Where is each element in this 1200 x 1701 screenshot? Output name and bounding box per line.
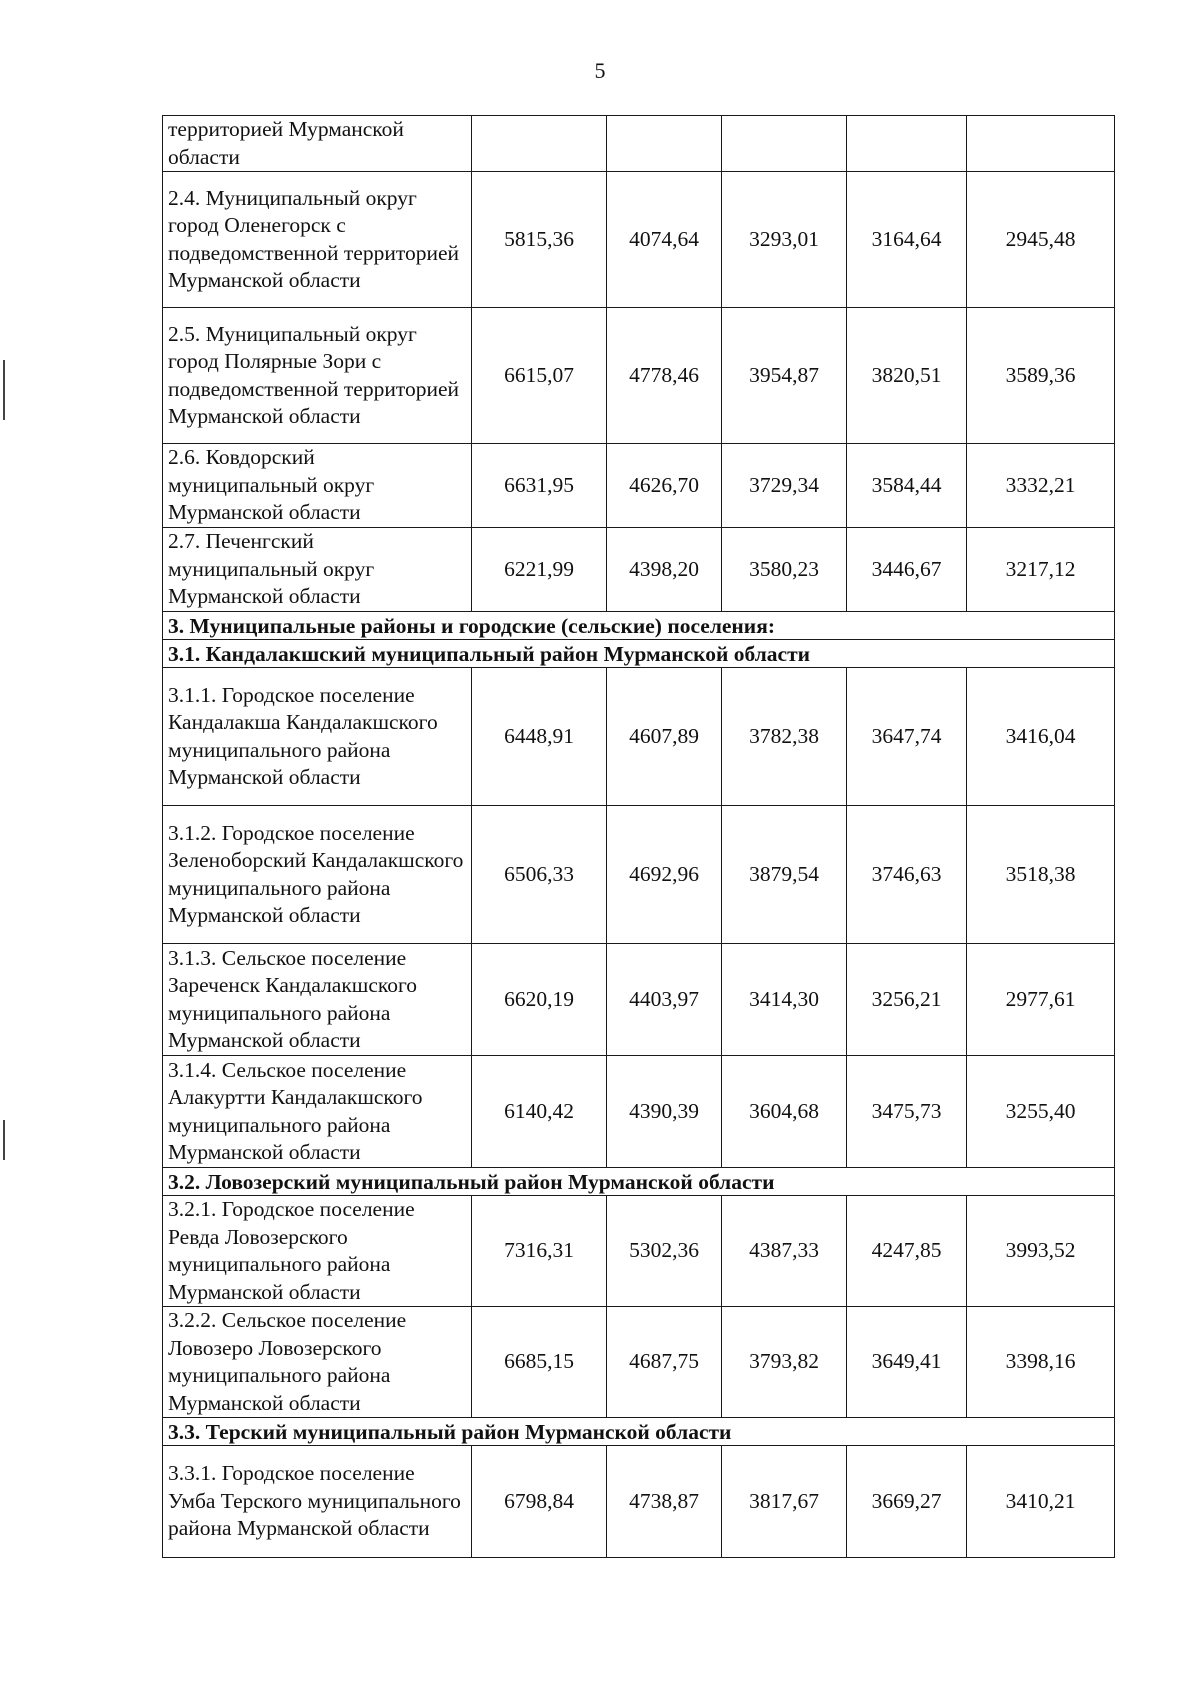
value-cell: 3164,64 [847,172,967,308]
row-label: 3.2.1. Городское поселение Ревда Ловозерского муниципального района Мурманской области [163,1196,472,1307]
value-cell: 3649,41 [847,1307,967,1418]
value-cell: 4607,89 [607,668,722,806]
value-cell: 6140,42 [472,1056,607,1168]
value-cell: 3255,40 [967,1056,1115,1168]
value-cell: 5302,36 [607,1196,722,1307]
value-cell: 3332,21 [967,444,1115,528]
value-cell [607,116,722,172]
value-cell [967,116,1115,172]
value-cell: 3475,73 [847,1056,967,1168]
scan-edge-mark [3,360,5,420]
table-row [163,116,1115,172]
section-heading: 3. Муниципальные районы и городские (сельские) поселения: [163,612,1115,640]
value-cell: 3782,38 [722,668,847,806]
section-row [163,1418,1115,1446]
value-cell: 6798,84 [472,1446,607,1558]
table-row [163,806,1115,944]
value-cell: 3817,67 [722,1446,847,1558]
value-cell: 4403,97 [607,944,722,1056]
value-cell: 3416,04 [967,668,1115,806]
value-cell: 6615,07 [472,308,607,444]
scan-edge-mark [3,1120,5,1160]
value-cell: 6448,91 [472,668,607,806]
value-cell: 3604,68 [722,1056,847,1168]
value-cell: 3669,27 [847,1446,967,1558]
value-cell: 3446,67 [847,528,967,612]
value-cell: 5815,36 [472,172,607,308]
row-label: 2.7. Печенгский муниципальный округ Мурманской области [163,528,472,612]
value-cell [472,116,607,172]
value-cell: 4390,39 [607,1056,722,1168]
value-cell: 3993,52 [967,1196,1115,1307]
value-cell: 6506,33 [472,806,607,944]
row-label: 2.5. Муниципальный округ город Полярные Зори с подведомственной территорией Мурманской области [163,308,472,444]
value-cell: 3729,34 [722,444,847,528]
value-cell: 3580,23 [722,528,847,612]
value-cell: 3293,01 [722,172,847,308]
value-cell: 4692,96 [607,806,722,944]
table-row [163,528,1115,612]
value-cell: 4247,85 [847,1196,967,1307]
table-row [163,308,1115,444]
table-row [163,668,1115,806]
row-label: 3.1.4. Сельское поселение Алакуртти Кандалакшского муниципального района Мурманской области [163,1056,472,1168]
value-cell: 6620,19 [472,944,607,1056]
table-row [163,1196,1115,1307]
value-cell: 3793,82 [722,1307,847,1418]
value-cell: 3256,21 [847,944,967,1056]
row-label: 2.6. Ковдорский муниципальный округ Мурманской области [163,444,472,528]
table-row [163,1307,1115,1418]
section-heading: 3.3. Терский муниципальный район Мурманской области [163,1418,1115,1446]
row-label: территорией Мурманской области [163,116,472,172]
value-cell: 3647,74 [847,668,967,806]
value-cell: 6631,95 [472,444,607,528]
value-cell: 3589,36 [967,308,1115,444]
value-cell: 2977,61 [967,944,1115,1056]
value-cell [722,116,847,172]
section-heading: 3.2. Ловозерский муниципальный район Мурманской области [163,1168,1115,1196]
value-cell: 7316,31 [472,1196,607,1307]
value-cell: 4074,64 [607,172,722,308]
section-row [163,1168,1115,1196]
value-cell [847,116,967,172]
value-cell: 3414,30 [722,944,847,1056]
value-cell: 6685,15 [472,1307,607,1418]
page-number: 5 [594,58,606,83]
value-cell: 3746,63 [847,806,967,944]
section-heading: 3.1. Кандалакшский муниципальный район Мурманской области [163,640,1115,668]
section-row [163,612,1115,640]
value-cell: 2945,48 [967,172,1115,308]
table-row [163,1446,1115,1558]
table-row [163,172,1115,308]
tariff-table [162,115,1115,1558]
value-cell: 4738,87 [607,1446,722,1558]
value-cell: 4398,20 [607,528,722,612]
section-row [163,640,1115,668]
value-cell: 4626,70 [607,444,722,528]
row-label: 3.1.2. Городское поселение Зеленоборский Кандалакшского муниципального района Мурманской области [163,806,472,944]
value-cell: 3398,16 [967,1307,1115,1418]
table-row [163,944,1115,1056]
value-cell: 3584,44 [847,444,967,528]
row-label: 3.1.1. Городское поселение Кандалакша Кандалакшского муниципального района Мурманской области [163,668,472,806]
value-cell: 3410,21 [967,1446,1115,1558]
value-cell: 4778,46 [607,308,722,444]
value-cell: 4687,75 [607,1307,722,1418]
table-row [163,444,1115,528]
row-label: 3.2.2. Сельское поселение Ловозеро Ловозерского муниципального района Мурманской области [163,1307,472,1418]
row-label: 2.4. Муниципальный округ город Оленегорск с подведомственной территорией Мурманской области [163,172,472,308]
row-label: 3.3.1. Городское поселение Умба Терского муниципального района Мурманской области [163,1446,472,1558]
value-cell: 3217,12 [967,528,1115,612]
value-cell: 4387,33 [722,1196,847,1307]
value-cell: 3518,38 [967,806,1115,944]
row-label: 3.1.3. Сельское поселение Зареченск Кандалакшского муниципального района Мурманской области [163,944,472,1056]
table-row [163,1056,1115,1168]
value-cell: 6221,99 [472,528,607,612]
value-cell: 3820,51 [847,308,967,444]
value-cell: 3879,54 [722,806,847,944]
value-cell: 3954,87 [722,308,847,444]
